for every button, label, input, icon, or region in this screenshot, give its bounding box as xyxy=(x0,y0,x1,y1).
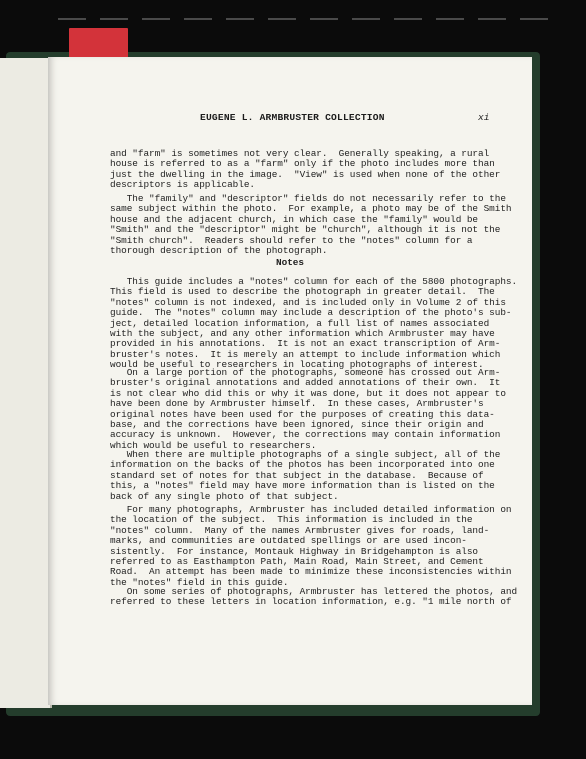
paragraph xyxy=(110,505,511,588)
text-line: is not clear who did this or why it was done, but it does not appear to xyxy=(110,387,506,399)
text-line: original notes have been used for the purposes of creating this data- xyxy=(110,408,495,420)
paragraph xyxy=(110,587,517,608)
text-line: On a large portion of the photographs, someone has crossed out Arm- xyxy=(110,367,501,378)
page-header-title: EUGENE L. ARMBRUSTER COLLECTION xyxy=(200,112,385,123)
text-line: sistently. For instance, Montauk Highway in Bridgehampton is also xyxy=(110,545,479,557)
paragraph xyxy=(110,194,511,256)
text-line: which would be useful to researchers. xyxy=(110,439,317,451)
text-line: with the subject, and any other information which Armbruster may have xyxy=(110,328,495,340)
paragraph xyxy=(110,277,517,371)
text-line: For many photographs, Armbruster has included detailed information on xyxy=(110,504,512,515)
text-line: marks, and communities are outdated spellings or are used incon- xyxy=(110,535,467,547)
text-line: bruster's original annotations and added annotations of their own. It xyxy=(110,377,501,389)
text-line: Road. An attempt has been made to minimize these inconsistencies within xyxy=(110,566,512,578)
text-line: "notes" column. Many of the names Armbruster gives for roads, land- xyxy=(110,524,490,536)
text-line: descriptors is applicable. xyxy=(110,179,255,191)
text-line: thorough description of the photograph. xyxy=(110,245,328,257)
page-number: xi xyxy=(478,112,490,123)
text-line: When there are multiple photographs of a single subject, all of the xyxy=(110,449,501,460)
left-page-edge xyxy=(0,58,52,708)
text-line: accuracy is unknown. However, the corrections may contain information xyxy=(110,429,501,441)
text-line: referred to these letters in location information, e.g. "1 mile north of xyxy=(110,596,512,608)
top-dash-strip xyxy=(0,14,586,24)
text-line: the location of the subject. This information is included in the xyxy=(110,514,473,526)
text-line: the "notes" field in this guide. xyxy=(110,576,289,588)
document-page xyxy=(48,57,532,705)
paragraph xyxy=(110,149,500,191)
text-line: guide. The "notes" column may include a description of the photo's sub- xyxy=(110,307,512,319)
text-line: same subject within the photo. For example, a photo may be of the Smith xyxy=(110,203,512,215)
text-line: provided in his annotations. It is not an exact transcription of Arm- xyxy=(110,338,501,350)
text-line: base, and the corrections have been ignored, since their origin and xyxy=(110,419,484,431)
text-line: "notes" column is not indexed, and is included only in Volume 2 of this xyxy=(110,296,506,308)
text-line: standard set of notes for that subject in the database. Because of xyxy=(110,469,484,481)
text-line: ject, detailed location information, a full list of names associated xyxy=(110,317,490,329)
paragraph xyxy=(110,368,506,451)
text-line: house is referred to as a "farm" only if the photo includes more than xyxy=(110,158,495,170)
text-line: back of any single photo of that subject. xyxy=(110,490,339,502)
text-line: "Smith church". Readers should refer to the "notes" column for a xyxy=(110,234,473,246)
paragraph xyxy=(110,450,500,502)
text-line: would be useful to researchers in locating photographs of interest. xyxy=(110,359,484,371)
text-line: information on the backs of the photos has been incorporated into one xyxy=(110,459,495,471)
red-bookmark-tab xyxy=(69,28,128,58)
text-line: On some series of photographs, Armbruster has lettered the photos, and xyxy=(110,586,518,597)
text-line: this, a "notes" field may have more information than is listed on the xyxy=(110,480,495,492)
text-line: The "family" and "descriptor" fields do not necessarily refer to the xyxy=(110,193,506,204)
notes-heading: Notes xyxy=(276,257,304,268)
text-line: referred to as Easthampton Path, Main Road, Main Street, and Cement xyxy=(110,556,484,568)
text-line: bruster's notes. It is merely an attempt to include information which xyxy=(110,348,501,360)
text-line: and "farm" is sometimes not very clear. Generally speaking, a rural xyxy=(110,148,490,159)
text-line: just the dwelling in the image. "View" is used when none of the other xyxy=(110,168,501,180)
text-line: "Smith" and the "descriptor" might be "church", although it is not the xyxy=(110,224,501,236)
text-line: house and the adjacent church, in which case the "family" would be xyxy=(110,213,479,225)
text-line: This field is used to describe the photograph in greater detail. The xyxy=(110,286,495,298)
text-line: This guide includes a "notes" column for each of the 5800 photographs. xyxy=(110,276,518,287)
text-line: have been done by Armbruster himself. In these cases, Armbruster's xyxy=(110,398,484,410)
